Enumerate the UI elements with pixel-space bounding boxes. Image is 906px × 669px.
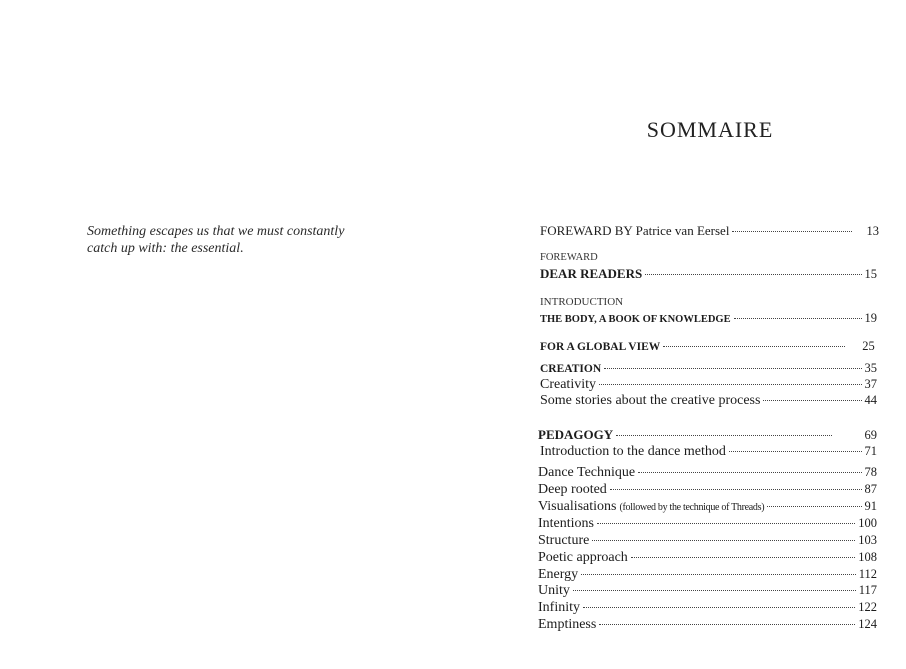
toc-entry-deep-rooted [538, 482, 877, 498]
dot-leader [631, 557, 855, 558]
toc-label: Emptiness [538, 617, 597, 632]
toc-entry-pedagogy [538, 427, 877, 443]
toc-label: Poetic approach [538, 550, 628, 565]
toc-label: Some stories about the creative process [540, 393, 761, 408]
toc-entry-creativity [540, 377, 877, 393]
toc-label: FOR A GLOBAL VIEW [540, 341, 661, 353]
dot-leader [599, 624, 855, 625]
toc-page-number: 124 [858, 617, 877, 631]
epigraph-line-2: catch up with: the essential. [87, 241, 244, 256]
toc-prefix-introduction: INTRODUCTION [540, 296, 624, 308]
toc-sublabel: (followed by the technique of Threads) [619, 502, 765, 513]
toc-page-number: 122 [858, 600, 877, 614]
toc-label: Infinity [538, 600, 580, 615]
toc-label: Dance Technique [538, 465, 636, 480]
toc-page-number: 25 [862, 339, 875, 353]
dot-leader [638, 472, 861, 473]
dot-leader [592, 540, 855, 541]
toc-label: Visualisations [538, 499, 617, 514]
toc-page-number: 13 [866, 224, 879, 238]
toc-entry-foreward-by [540, 223, 877, 239]
toc-entry-dear-readers [540, 266, 877, 282]
toc-page-number: 103 [858, 533, 877, 547]
toc-page-number: 19 [864, 311, 877, 325]
dot-leader [581, 574, 856, 575]
toc-entry-dance-technique [538, 465, 877, 481]
dot-leader [734, 318, 862, 319]
toc-page-number: 37 [864, 377, 877, 391]
toc-entry-visualisations [538, 499, 877, 515]
dot-leader [732, 231, 852, 232]
toc-page-number: 35 [864, 361, 877, 375]
toc-page-number: 78 [864, 465, 877, 479]
dot-leader [610, 489, 862, 490]
toc-label: CREATION [540, 363, 602, 375]
dot-leader [573, 590, 856, 591]
toc-page-number: 100 [858, 516, 877, 530]
toc-entry-creation [540, 361, 877, 376]
toc-entry-structure [538, 533, 877, 549]
toc-entry-body-book [540, 311, 877, 326]
dot-leader [645, 274, 861, 275]
toc-entry-energy [538, 567, 877, 583]
epigraph-line-1: Something escapes us that we must constantly [87, 224, 345, 239]
dot-leader [604, 368, 861, 369]
toc-label: DEAR READERS [540, 266, 643, 281]
toc-entry-poetic-approach [538, 550, 877, 566]
toc-label: Energy [538, 567, 579, 582]
dot-leader [663, 346, 845, 347]
toc-entry-emptiness [538, 617, 877, 633]
toc-label: FOREWARD BY Patrice van Eersel [540, 223, 730, 238]
toc-label: Creativity [540, 377, 596, 392]
toc-entry-intro-dance-method [540, 444, 877, 460]
toc-label: Introduction to the dance method [540, 444, 726, 459]
toc-page-number: 69 [864, 428, 877, 442]
toc-label: THE BODY, A BOOK OF KNOWLEDGE [540, 314, 731, 325]
toc-entry-intentions [538, 516, 877, 532]
toc-page-number: 44 [864, 393, 877, 407]
toc-page-number: 112 [858, 567, 877, 581]
dot-leader [729, 451, 862, 452]
toc-label: Intentions [538, 516, 594, 531]
page-title: SOMMAIRE [646, 117, 774, 142]
toc-label: PEDAGOGY [538, 427, 614, 442]
toc-label: Unity [538, 583, 570, 598]
dot-leader [763, 400, 861, 401]
toc-page-number: 87 [864, 482, 877, 496]
toc-label: Structure [538, 533, 590, 548]
dot-leader [599, 384, 862, 385]
toc-page-number: 117 [858, 583, 877, 597]
toc-page-number: 71 [864, 444, 877, 458]
toc-entry-unity [538, 583, 877, 599]
toc-entry-global-view [540, 339, 874, 354]
dot-leader [583, 607, 855, 608]
toc-prefix-foreward: FOREWARD [540, 252, 598, 263]
toc-entry-creative-stories [540, 393, 877, 409]
toc-label: Deep rooted [538, 482, 607, 497]
dot-leader [767, 506, 861, 507]
dot-leader [597, 523, 855, 524]
toc-page-number: 108 [858, 550, 877, 564]
dot-leader [616, 435, 832, 436]
toc-entry-infinity [538, 600, 877, 616]
toc-page-number: 15 [864, 267, 877, 281]
toc-page-number: 91 [864, 499, 877, 513]
